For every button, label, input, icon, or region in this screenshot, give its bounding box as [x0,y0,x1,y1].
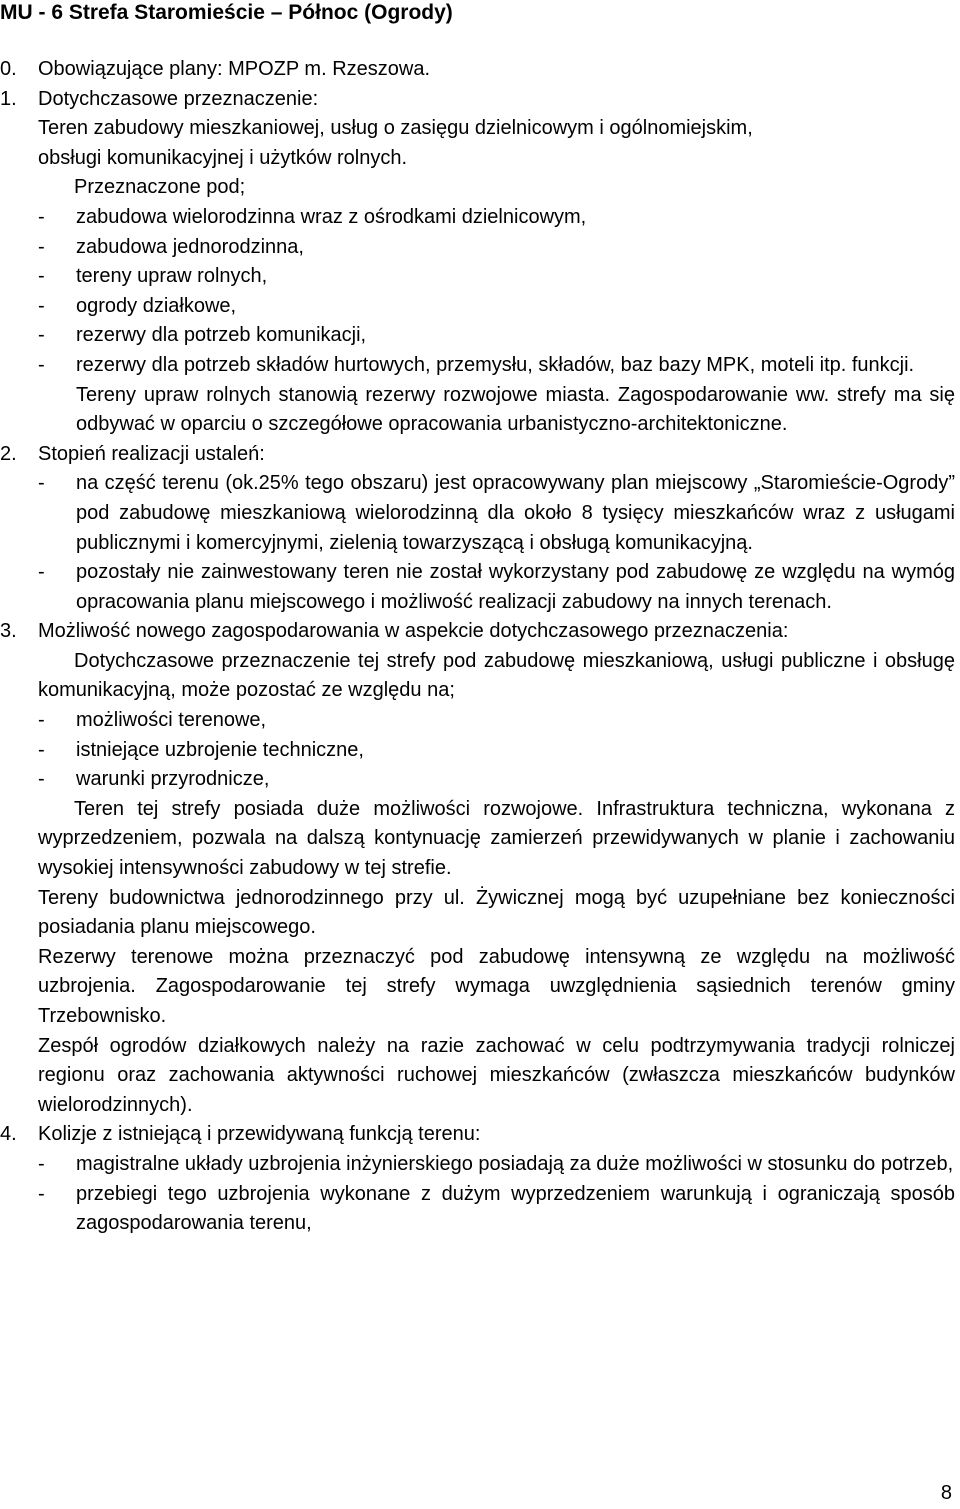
document-body [0,55,955,1239]
page-number: 8 [940,1482,952,1504]
section-1 [0,85,955,115]
section-number: 2. [0,442,17,465]
section-number: 1. [0,87,17,110]
list-marker: - [38,265,45,288]
section-heading: Stopień realizacji ustaleń: [38,442,265,465]
paragraph: Tereny budownictwa jednorodzinnego przy ul. Żywicznej mogą być uzupełniane bez konieczności posiadania planu miejscowego. [38,886,955,939]
paragraph-line: obsługi komunikacyjnej i użytków rolnych. [38,146,408,169]
list-item [38,469,955,558]
bullet-list [0,706,955,795]
list-item-text: zabudowa jednorodzinna, [76,235,304,258]
document-title: MU - 6 Strefa Staromieście – Północ (Ogrody) [0,1,453,24]
list-marker: - [38,709,45,732]
list-item-text: na część terenu (ok.25% tego obszaru) jest opracowywany plan miejscowy „Staromieście-Ogrody” pod zabudowę mieszkaniową wielorodzinną dla około 8 tysięcy mieszkańców wraz z usługami publicznymi i komercyjnymi, zielenią towarzyszącą i obsługą komunikacyjną. [76,472,955,554]
list-item [38,1180,955,1239]
list-item-text: rezerwy dla potrzeb komunikacji, [76,324,367,347]
list-item [38,203,955,233]
list-marker: - [38,294,45,317]
list-marker: - [38,353,45,376]
list-marker: - [38,472,45,495]
section-3 [0,617,955,647]
section-closing [0,381,955,440]
paragraph-line: Teren zabudowy mieszkaniowej, usług o zasięgu dzielnicowym i ogólnomiejskim, [38,117,753,140]
list-item-text: zabudowa wielorodzinna wraz z ośrodkami dzielnicowym, [76,205,587,228]
list-item [38,1150,955,1180]
list-item-text: możliwości terenowe, [76,709,267,732]
list-item [38,736,955,766]
list-item-text: rezerwy dla potrzeb składów hurtowych, przemysłu, składów, baz bazy MPK, moteli itp. funkcji. [76,353,915,376]
list-item-text: ogrody działkowe, [76,294,237,317]
list-item [38,765,955,795]
section-text: Obowiązujące plany: MPOZP m. Rzeszowa. [38,58,431,80]
section-heading: Kolizje z istniejącą i przewidywaną funkcją terenu: [38,1123,481,1146]
section-number: 0. [0,58,17,80]
list-marker: - [38,324,45,347]
section-4 [0,1120,955,1150]
list-marker: - [38,1182,45,1205]
paragraph-lead: Przeznaczone pod; [74,176,246,199]
section-0 [0,55,955,85]
list-marker: - [38,205,45,228]
list-item [38,706,955,736]
section-heading: Dotychczasowe przeznaczenie: [38,87,319,110]
list-item [38,292,955,322]
list-item-text: istniejące uzbrojenie techniczne, [76,738,364,761]
bullet-list [0,469,955,617]
list-item-text: pozostały nie zainwestowany teren nie został wykorzystany pod zabudowę ze względu na wymóg opracowania planu miejscowego i możliwość realizacji zabudowy na innych terenach. [76,561,955,613]
list-item-text: warunki przyrodnicze, [76,768,270,791]
list-item [38,558,955,617]
paragraph: Teren tej strefy posiada duże możliwości rozwojowe. Infrastruktura techniczna, wykonana z wyprzedzeniem, pozwala na dalszą kontynuację zamierzeń przewidywanych w planie i zachowaniu wysokiej intensywności zabudowy w tej strefie. [38,797,955,880]
section-2 [0,440,955,470]
list-item [38,262,955,292]
paragraph: Rezerwy terenowe można przeznaczyć pod zabudowę intensywną ze względu na możliwość uzbrojenia. Zagospodarowanie tej strefy wymaga uwzględnienia sąsiednich terenów gminy Trzebownisko. [38,945,955,1027]
list-item-text: przebiegi tego uzbrojenia wykonane z dużym wyprzedzeniem warunkują i ograniczają sposób zagospodarowania terenu, [76,1182,955,1235]
list-marker: - [38,1152,45,1175]
bullet-list [0,1150,955,1239]
list-item [38,351,955,381]
list-marker: - [38,561,45,584]
section-number: 3. [0,620,17,643]
list-item-text: magistralne układy uzbrojenia inżynierskiego posiadają za duże możliwości w stosunku do potrzeb, [76,1152,954,1175]
list-item [38,321,955,351]
section-heading: Możliwość nowego zagospodarowania w aspekcie dotychczasowego przeznaczenia: [38,620,789,643]
list-marker: - [38,738,45,761]
closing-text: Tereny upraw rolnych stanowią rezerwy rozwojowe miasta. Zagospodarowanie ww. strefy ma się odbywać w oparciu o szczegółowe opracowania urbanistyczno-architektoniczne. [76,383,955,436]
paragraph: Dotychczasowe przeznaczenie tej strefy pod zabudowę mieszkaniową, usługi publiczne i obsługę komunikacyjną, może pozostać ze względu na; [38,649,955,702]
paragraph: Zespół ogrodów działkowych należy na razie zachować w celu podtrzymywania tradycji rolniczej regionu oraz zachowania aktywności ruchowej mieszkańców (zwłaszcza mieszkańców budynków wielorodzinnych). [38,1034,955,1116]
list-item-text: tereny upraw rolnych, [76,265,268,288]
list-item [38,233,955,263]
list-marker: - [38,768,45,791]
section-number: 4. [0,1123,17,1146]
list-marker: - [38,235,45,258]
bullet-list [0,203,955,381]
